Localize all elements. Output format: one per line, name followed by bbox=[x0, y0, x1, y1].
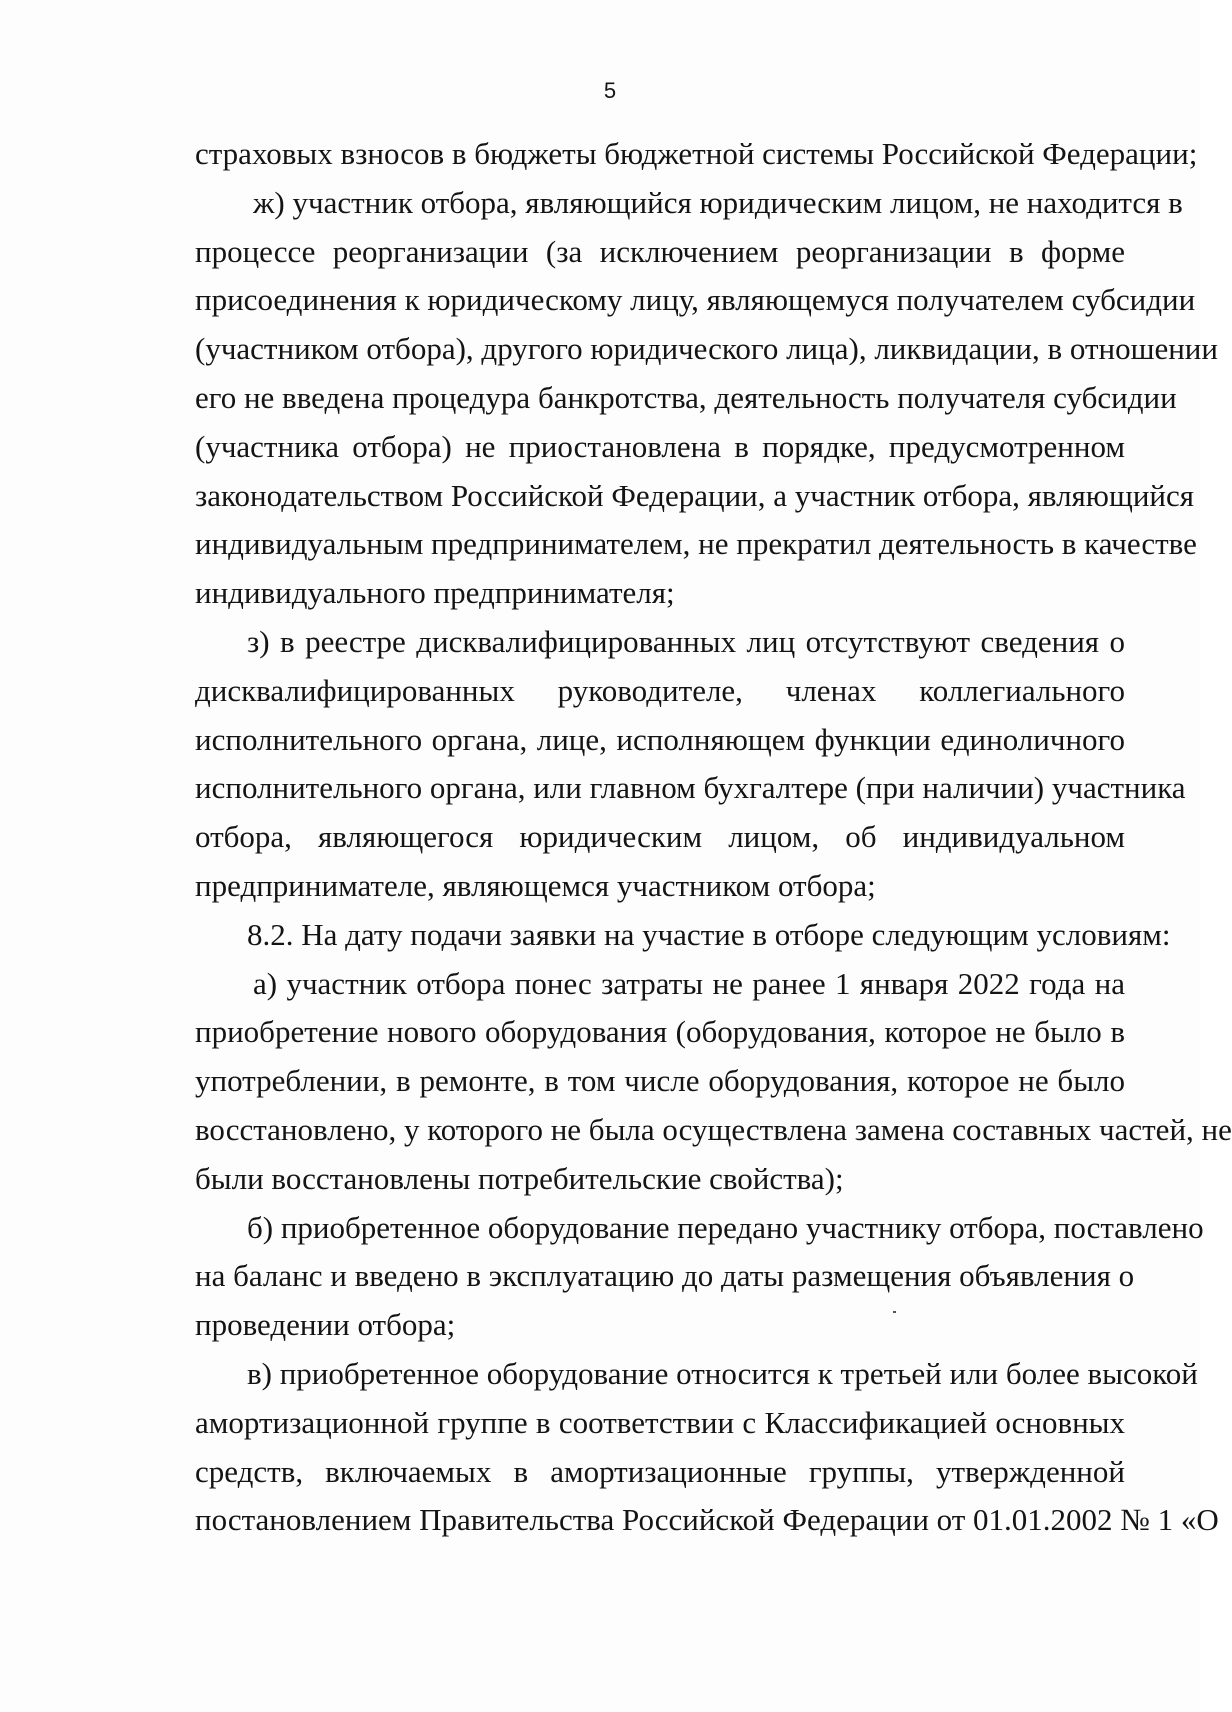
text-line: присоединения к юридическому лицу, являющемуся получателем субсидии bbox=[195, 282, 1196, 318]
text-line: на баланс и введено в эксплуатацию до даты размещения объявления о bbox=[195, 1258, 1135, 1294]
text-line: в) приобретенное оборудование относится к третьей или более высокой bbox=[247, 1355, 1198, 1391]
text-line: з) в реестре дисквалифицированных лиц отсутствуют сведения о bbox=[247, 623, 1125, 659]
text-line: предпринимателе, являющемся участником отбора; bbox=[195, 867, 876, 903]
text-line: законодательством Российской Федерации, а участник отбора, являющийся bbox=[195, 477, 1195, 513]
text-line: б) приобретенное оборудование передано участнику отбора, поставлено bbox=[247, 1209, 1204, 1245]
text-line: приобретение нового оборудования (оборудования, которое не было в bbox=[195, 1014, 1125, 1050]
text-line: (участником отбора), другого юридического лица), ликвидации, в отношении bbox=[195, 331, 1218, 367]
text-line: употреблении, в ремонте, в том числе оборудования, которое не было bbox=[195, 1063, 1125, 1099]
text-line: постановлением Правительства Российской Федерации от 01.01.2002 № 1 «О bbox=[195, 1502, 1219, 1538]
page-number: 5 bbox=[603, 78, 617, 103]
text-line: его не введена процедура банкротства, деятельность получателя субсидии bbox=[195, 379, 1177, 415]
text-line: индивидуального предпринимателя; bbox=[195, 575, 675, 611]
document-body bbox=[195, 130, 1232, 1545]
text-line: 8.2. На дату подачи заявки на участие в отборе следующим условиям: bbox=[247, 916, 1171, 952]
text-line: отбора, являющегося юридическим лицом, об индивидуальном bbox=[195, 819, 1125, 855]
text-line: процессе реорганизации (за исключением реорганизации в форме bbox=[195, 233, 1125, 269]
text-line: восстановлено, у которого не была осуществлена замена составных частей, не bbox=[195, 1111, 1232, 1147]
text-line: амортизационной группе в соответствии с Классификацией основных bbox=[195, 1404, 1125, 1440]
text-line: средств, включаемых в амортизационные группы, утвержденной bbox=[195, 1453, 1125, 1489]
text-line: проведении отбора; bbox=[195, 1307, 456, 1343]
text-line: исполнительного органа, или главном бухгалтере (при наличии) участника bbox=[195, 770, 1186, 806]
text-line: страховых взносов в бюджеты бюджетной системы Российской Федерации; bbox=[195, 136, 1198, 171]
text-line: а) участник отбора понес затраты не ранее 1 января 2022 года на bbox=[253, 965, 1125, 1001]
text-line: дисквалифицированных руководителе, членах коллегиального bbox=[195, 672, 1125, 708]
text-line: исполнительного органа, лице, исполняющем функции единоличного bbox=[195, 721, 1125, 757]
scan-speck bbox=[893, 1311, 896, 1313]
text-line: (участника отбора) не приостановлена в порядке, предусмотренном bbox=[195, 428, 1125, 464]
text-line: ж) участник отбора, являющийся юридическим лицом, не находится в bbox=[253, 184, 1183, 220]
text-line: индивидуальным предпринимателем, не прекратил деятельность в качестве bbox=[195, 526, 1197, 562]
text-line: были восстановлены потребительские свойства); bbox=[195, 1160, 844, 1196]
